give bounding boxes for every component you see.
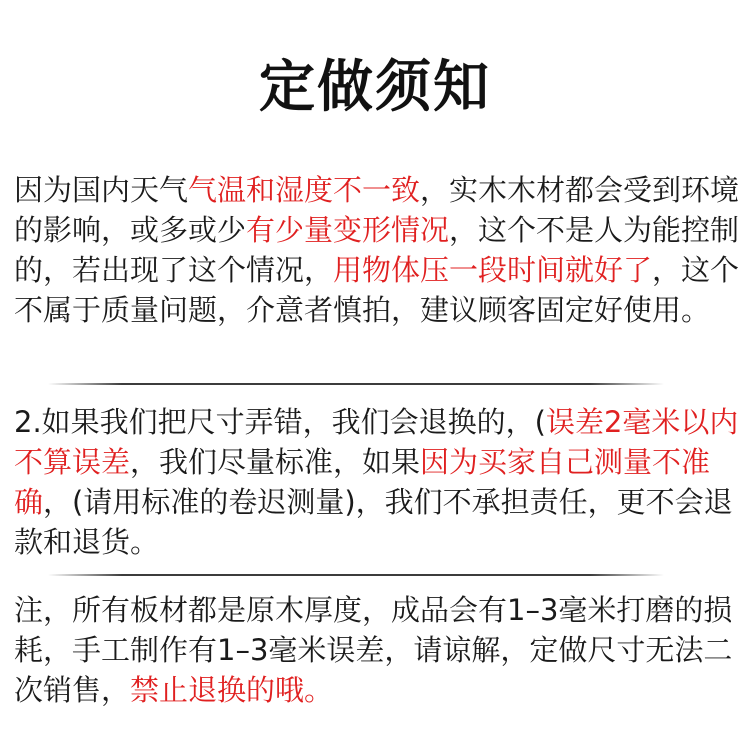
highlight-segment: 禁止退换的哦。 [130,673,334,707]
text-segment: ，这个不属于质量问题，介意者慎拍，建议顾客固定好使用。 [14,253,740,327]
highlight-segment: 误差2毫米以内不算误差 [14,405,739,479]
text-segment: ，(请用标准的卷迟测量)，我们不承担责任，更不会退款和退货。 [14,485,733,559]
text-segment: 注，所有板材都是原木厚度，成品会有1–3毫米打磨的损耗，手工制作有1–3毫米误差，请谅解，定做尺寸无法二次销售， [14,593,733,707]
highlight-segment: 气温和湿度不一致 [188,173,421,207]
highlight-segment: 因为买家自己测量不准确 [14,445,711,519]
paragraph-material-note [14,590,742,710]
text-segment: ，实木木材都会受到环境的影响，或多或少 [14,173,740,247]
text-segment: 因为国内天气 [14,173,189,207]
highlight-segment: 用物体压一段时间就好了 [333,253,653,287]
text-segment: ，我们尽量标准，如果 [130,445,421,479]
paragraph-size-policy [14,402,742,562]
divider-line [48,574,664,576]
highlight-segment: 有少量变形情况 [246,213,450,247]
divider-line [48,383,664,385]
text-segment: 2.如果我们把尺寸弄错，我们会退换的，( [14,405,546,439]
text-segment: ，这个不是人为能控制的，若出现了这个情况， [14,213,740,287]
paragraph-weather-notice [14,170,742,330]
page-title: 定做须知 [259,55,491,120]
